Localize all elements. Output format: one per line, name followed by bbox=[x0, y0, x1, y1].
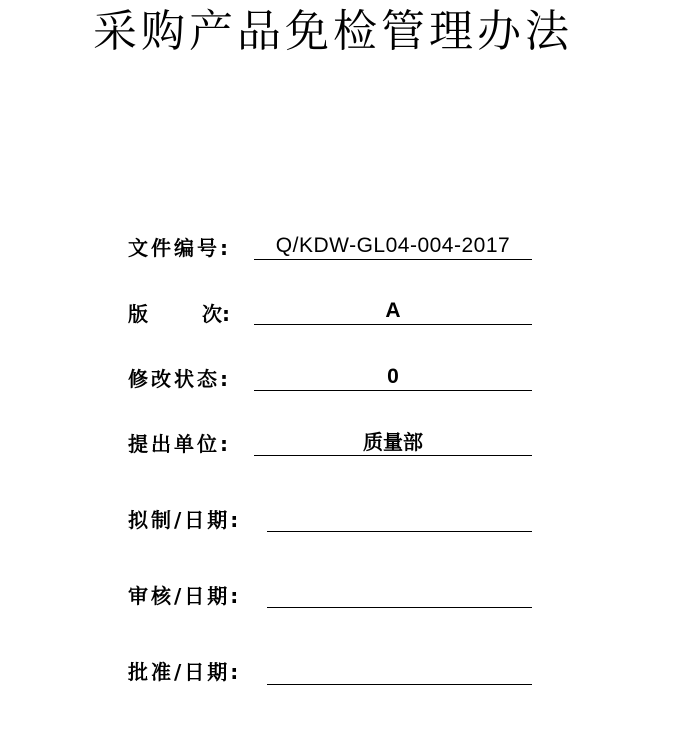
reviewed-field bbox=[267, 581, 532, 608]
version-value: A bbox=[254, 298, 532, 325]
reviewed-label: 审核/日期: bbox=[128, 584, 242, 608]
drafted-field bbox=[267, 505, 532, 532]
approved-label: 批准/日期: bbox=[128, 660, 242, 684]
drafted-label: 拟制/日期: bbox=[128, 508, 242, 532]
department-value: 质量部 bbox=[254, 429, 532, 456]
doc-number-value: Q/KDW-GL04-004-2017 bbox=[254, 233, 532, 260]
revision-label: 修改状态: bbox=[128, 367, 231, 391]
version-label-second: 次: bbox=[202, 302, 230, 326]
approved-field bbox=[267, 658, 532, 685]
department-label: 提出单位: bbox=[128, 432, 231, 456]
document-title: 采购产品免检管理办法 bbox=[93, 6, 573, 57]
doc-number-label: 文件编号: bbox=[128, 236, 231, 260]
version-label-first: 版 bbox=[128, 302, 148, 326]
revision-value: 0 bbox=[254, 364, 532, 391]
version-label bbox=[128, 302, 230, 326]
